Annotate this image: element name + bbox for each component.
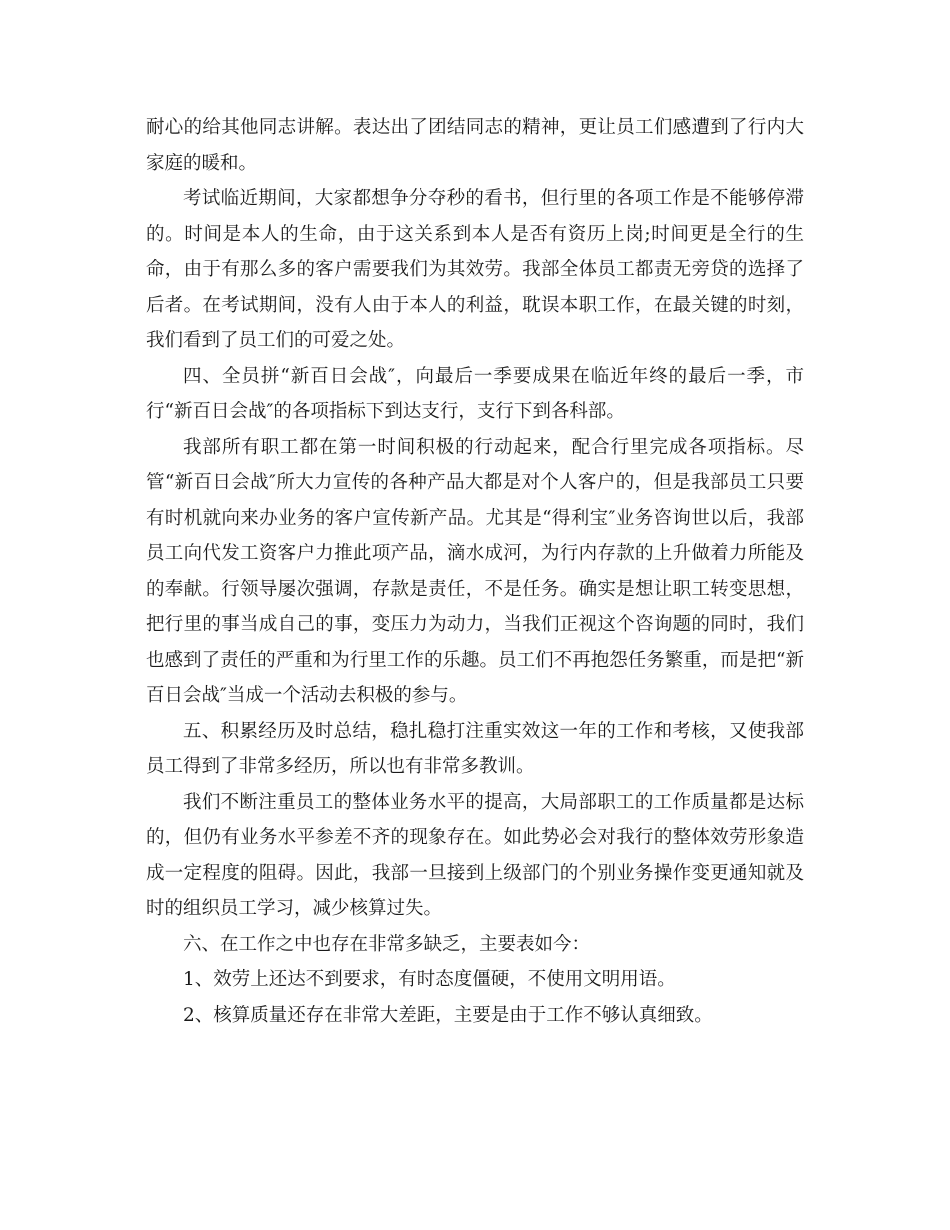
paragraph-2: 考试临近期间，大家都想争分夺秒的看书，但行里的各项工作是不能够停滞的。时间是本人的生命，由于这关系到本人是否有资历上岗;时间更是全行的生命，由于有那么多的客户需要我们为其效劳。我部全体员工都责无旁贷的选择了后者。在考试期间，没有人由于本人的利益，耽误本职工作，在最关键的时刻，我们看到了员工们的可爱之处。 <box>146 188 804 351</box>
document-body <box>146 110 804 1033</box>
paragraph-4: 我部所有职工都在第一时间积极的行动起来，配合行里完成各项指标。尽管“新百日会战″所大力宣传的各种产品大都是对个人客户的，但是我部员工只要有时机就向来办业务的客户宣传新产品。尤其是“得利宝″业务咨询世以后，我部员工向代发工资客户力推此项产品，滴水成河，为行内存款的上升做着力所能及的奉献。行领导屡次强调，存款是责任，不是任务。确实是想让职工转变思想，把行里的事当成自己的事，变压力为动力，当我们正视这个咨询题的同时，我们也感到了责任的严重和为行里工作的乐趣。员工们不再抱怨任务繁重，而是把“新百日会战″当成一个活动去积极的参与。 <box>146 436 804 706</box>
paragraph-9: 2、核算质量还存在非常大差距，主要是由于工作不够认真细致。 <box>183 1004 713 1026</box>
paragraph-3: 四、全员拼“新百日会战″，向最后一季要成果在临近年终的最后一季，市行“新百日会战″的各项指标下到达支行，支行下到各科部。 <box>146 365 804 422</box>
paragraph-1: 耐心的给其他同志讲解。表达出了团结同志的精神，更让员工们感遭到了行内大家庭的暖和。 <box>146 117 804 174</box>
paragraph-6: 我们不断注重员工的整体业务水平的提高，大局部职工的工作质量都是达标的，但仍有业务水平参差不齐的现象存在。如此势必会对我行的整体效劳形象造成一定程度的阻碍。因此，我部一旦接到上级部门的个别业务操作变更通知就及时的组织员工学习，减少核算过失。 <box>146 791 804 919</box>
paragraph-5: 五、积累经历及时总结，稳扎稳打注重实效这一年的工作和考核，又使我部员工得到了非常多经历，所以也有非常多教训。 <box>146 720 804 777</box>
paragraph-7: 六、在工作之中也存在非常多缺乏，主要表如今： <box>183 933 591 955</box>
paragraph-8: 1、效劳上还达不到要求，有时态度僵硬，不使用文明用语。 <box>183 969 676 990</box>
